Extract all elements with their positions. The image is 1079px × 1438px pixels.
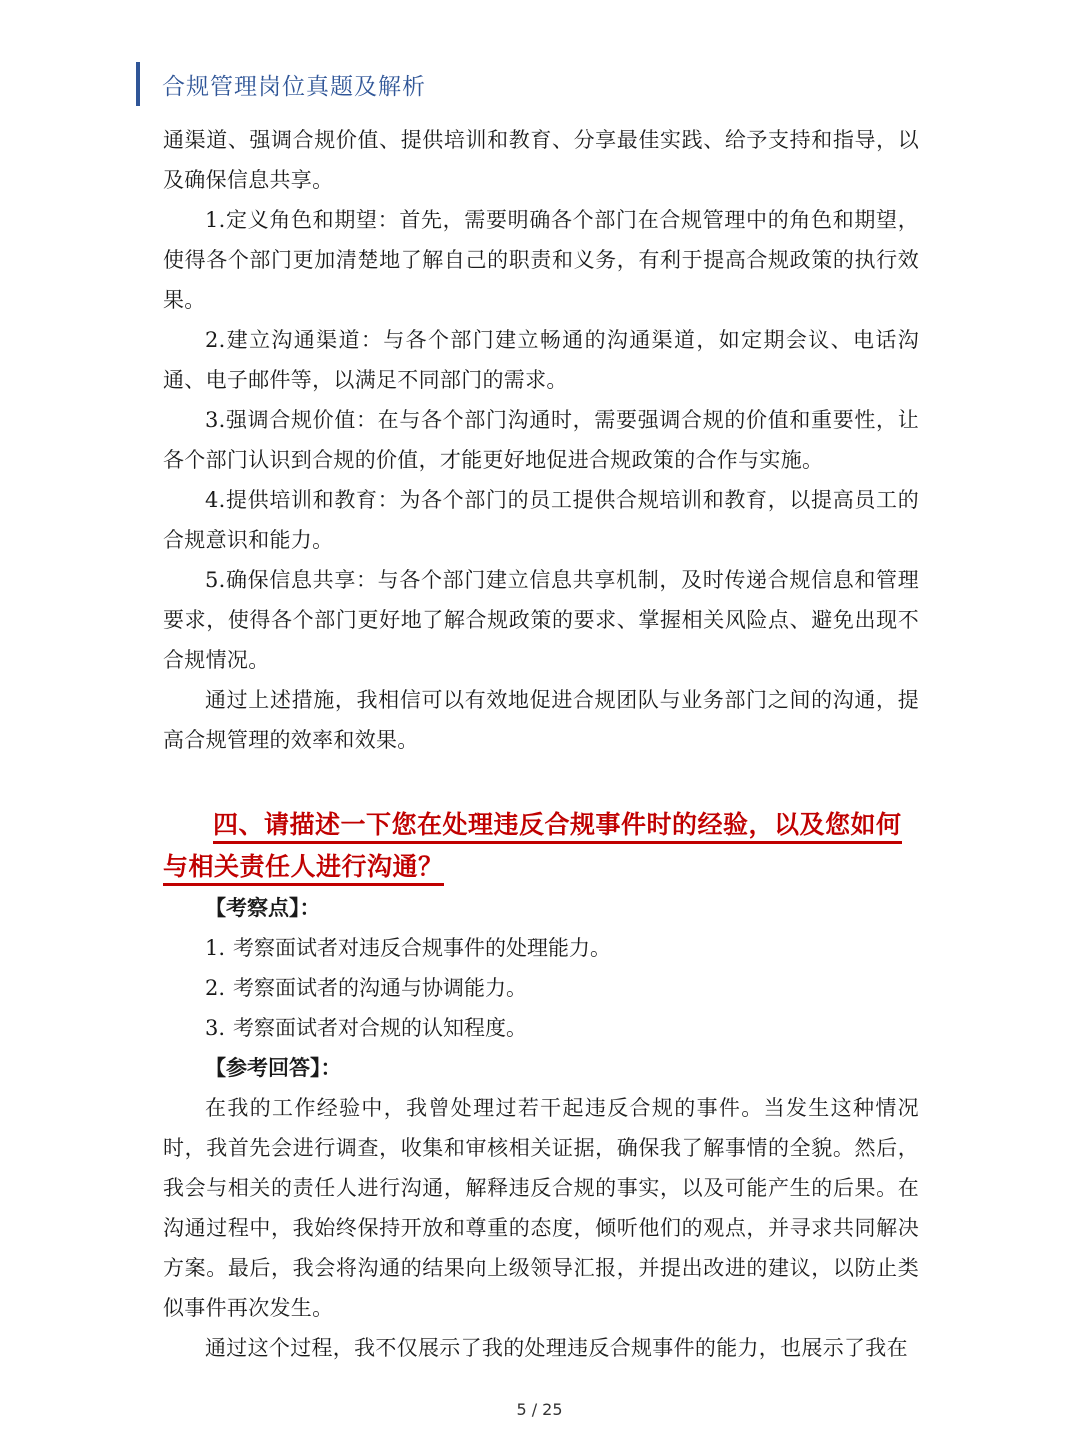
document-title: 合规管理岗位真题及解析 [162,73,426,100]
question-heading [163,804,919,888]
point-text: 考察面试者对合规的认知程度。 [233,1016,528,1040]
document-body [163,120,919,1368]
point-number: 1. [205,936,226,960]
question-heading-text: 四、请描述一下您在处理违反合规事件时的经验，以及您如何与相关责任人进行沟通？ [163,810,902,886]
list-item: 5.确保信息共享：与各个部门建立信息共享机制，及时传递合规信息和管理要求，使得各个部门更好地了解合规政策的要求、掌握相关风险点、避免出现不合规情况。 [163,568,919,672]
page-number: 5 / 25 [516,1400,563,1419]
examine-label: 【考察点】： [205,895,321,920]
point-number: 2. [205,976,226,1000]
list-item: 4.提供培训和教育：为各个部门的员工提供合规培训和教育，以提高员工的合规意识和能力。 [163,488,919,552]
point-text: 考察面试者的沟通与协调能力。 [233,976,528,1000]
list-item: 1.定义角色和期望：首先，需要明确各个部门在合规管理中的角色和期望，使得各个部门更加清楚地了解自己的职责和义务，有利于提高合规政策的执行效果。 [163,208,919,312]
examine-point [163,968,919,1008]
point-text: 考察面试者对违反合规事件的处理能力。 [233,936,612,960]
answer-paragraph: 通过这个过程，我不仅展示了我的处理违反合规事件的能力，也展示了我在 [205,1336,908,1360]
list-item: 3.强调合规价值：在与各个部门沟通时，需要强调合规的价值和重要性，让各个部门认识到合规的价值，才能更好地促进合规政策的合作与实施。 [163,408,919,472]
examine-point [163,928,919,968]
intro-paragraph: 通渠道、强调合规价值、提供培训和教育、分享最佳实践、给予支持和指导，以及确保信息共享。 [163,128,919,192]
list-item: 2.建立沟通渠道：与各个部门建立畅通的沟通渠道，如定期会议、电话沟通、电子邮件等，以满足不同部门的需求。 [163,328,919,392]
point-number: 3. [205,1016,226,1040]
conclusion-paragraph: 通过上述措施，我相信可以有效地促进合规团队与业务部门之间的沟通，提高合规管理的效率和效果。 [163,688,919,752]
page-header [136,62,426,106]
examine-point [163,1008,919,1048]
answer-label: 【参考回答】： [205,1055,342,1080]
answer-paragraph: 在我的工作经验中，我曾处理过若干起违反合规的事件。当发生这种情况时，我首先会进行调查，收集和审核相关证据，确保我了解事情的全貌。然后，我会与相关的责任人进行沟通，解释违反合规的事实，以及可能产生的后果。在沟通过程中，我始终保持开放和尊重的态度，倾听他们的观点，并寻求共同解决方案。最后，我会将沟通的结果向上级领导汇报，并提出改进的建议，以防止类似事件再次发生。 [163,1096,919,1320]
